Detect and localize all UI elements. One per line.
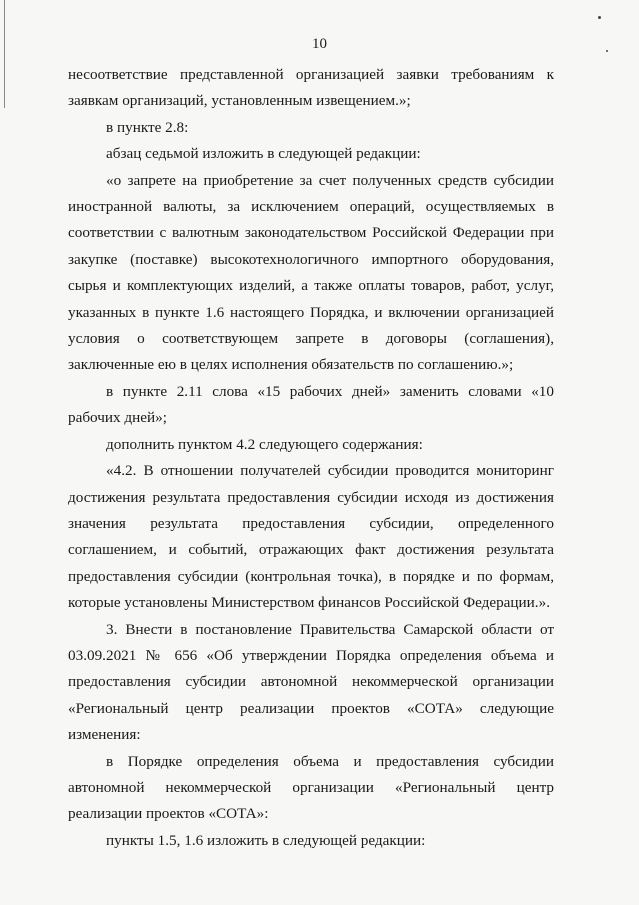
scan-edge-mark <box>4 0 5 108</box>
paragraph-points-1-5-1-6: пункты 1.5, 1.6 изложить в следующей редакции: <box>106 831 426 849</box>
paragraph-item-3: 3. Внести в постановление Правительства Самарской области от 03.09.2021 № 656 «Об утверждении Порядка определения объема и предоставления субсидии автономной некоммерческой организации «Региональный центр реализации проектов «СОТА» следующие изменения: <box>68 620 554 744</box>
document-body <box>68 62 554 854</box>
paragraph-continuation: несоответствие представленной организацией заявки требованиям к заявкам организаций, установленным извещением.»; <box>68 66 554 110</box>
paragraph-seventh-abzac: абзац седьмой изложить в следующей редакции: <box>106 145 421 163</box>
paragraph-procedure: в Порядке определения объема и предоставления субсидии автономной некоммерческой организации «Региональный центр реализации проектов «СОТА»: <box>68 752 554 823</box>
scan-speck <box>598 16 601 19</box>
page-number: 10 <box>312 36 327 52</box>
paragraph-point-2-11: в пункте 2.11 слова «15 рабочих дней» заменить словами «10 рабочих дней»; <box>68 382 554 427</box>
paragraph-add-point-4-2: дополнить пунктом 4.2 следующего содержания: <box>106 435 423 453</box>
paragraph-point-4-2: «4.2. В отношении получателей субсидии проводится мониторинг достижения результата предоставления субсидии исходя из достижения значения результата предоставления субсидии, определенного соглашением, и событий, отражающих факт достижения результата предоставления субсидии (контрольная точка), в порядке и по формам, которые установлены Министерством финансов Российской Федерации.». <box>68 462 554 612</box>
paragraph-point-2-8: в пункте 2.8: <box>106 118 189 136</box>
paragraph-currency-ban: «о запрете на приобретение за счет полученных средств субсидии иностранной валюты, за исключением операций, осуществляемых в соответствии с валютным законодательством Российской Федерации при закупке (поставке) высокотехнологичного импортного оборудования, сырья и комплектующих изделий, а также оплаты товаров, работ, услуг, указанных в пункте 1.6 настоящего Порядка, и включении организацией условия о соответствующем запрете в договоры (соглашения), заключенные ею в целях исполнения обязательств по соглашению.»; <box>68 171 554 374</box>
